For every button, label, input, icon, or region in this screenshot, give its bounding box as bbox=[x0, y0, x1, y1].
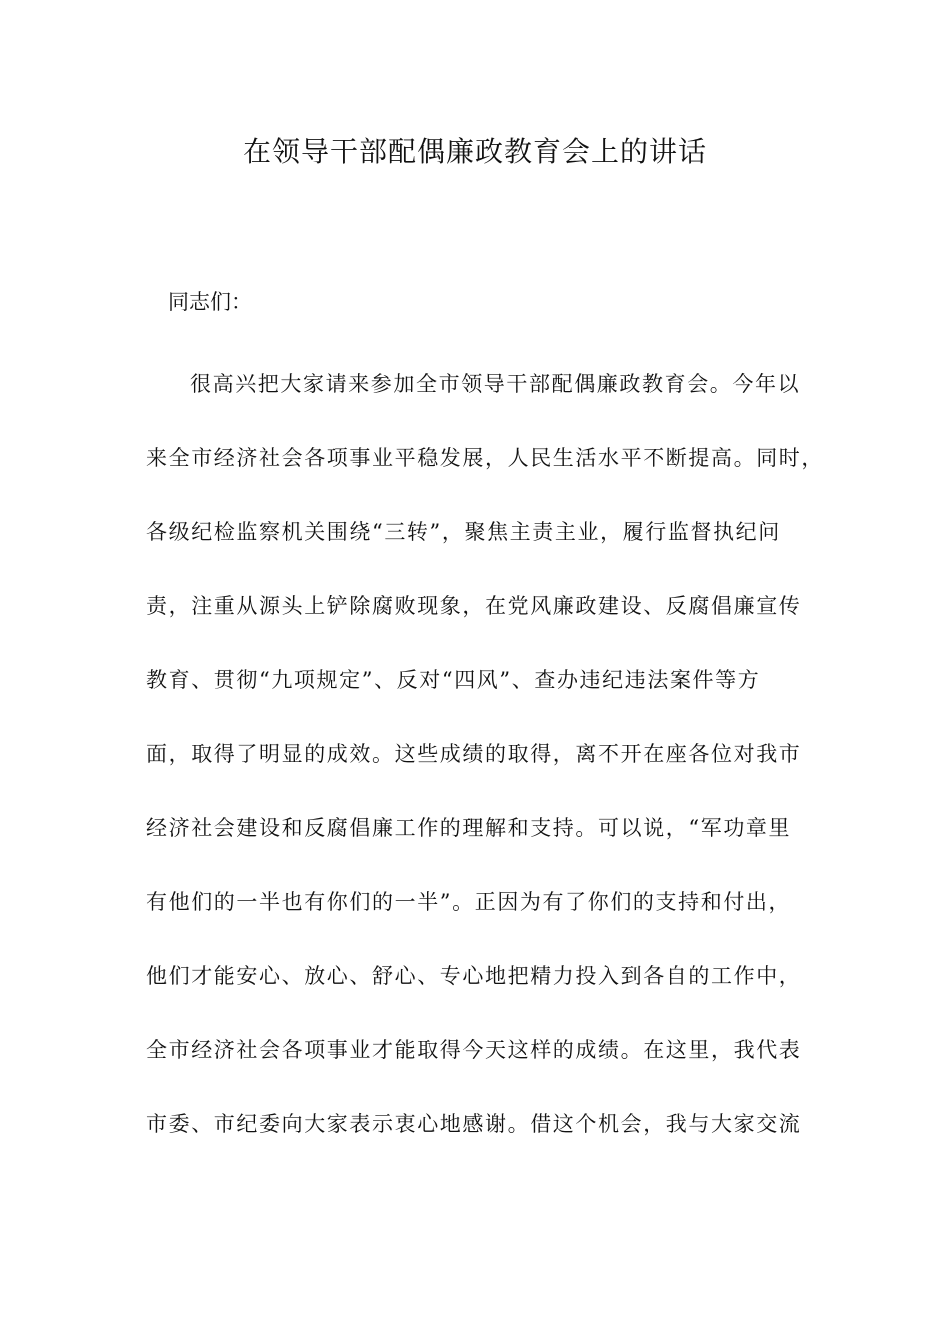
paragraph-line: 面，取得了明显的成效。这些成绩的取得，离不开在座各位对我市 bbox=[146, 742, 802, 766]
document-title: 在领导干部配偶廉政教育会上的讲话 bbox=[242, 135, 707, 168]
paragraph-line: 经济社会建设和反腐倡廉工作的理解和支持。可以说，“军功章里 bbox=[146, 816, 792, 840]
paragraph-line: 有他们的一半也有你们的一半”。正因为有了你们的支持和付出， bbox=[146, 890, 792, 914]
paragraph-line: 很高兴把大家请来参加全市领导干部配偶廉政教育会。今年以 bbox=[190, 372, 801, 396]
paragraph-line: 来全市经济社会各项事业平稳发展，人民生活水平不断提高。同时， bbox=[146, 446, 824, 470]
paragraph-line: 他们才能安心、放心、舒心、专心地把精力投入到各自的工作中， bbox=[146, 964, 802, 988]
paragraph-line: 各级纪检监察机关围绕“三转”，聚焦主责主业，履行监督执纪问 bbox=[146, 520, 781, 544]
body-paragraph bbox=[146, 364, 824, 1178]
paragraph-line: 责，注重从源头上铲除腐败现象，在党风廉政建设、反腐倡廉宣传 bbox=[146, 594, 802, 618]
paragraph-line: 市委、市纪委向大家表示衷心地感谢。借这个机会，我与大家交流 bbox=[146, 1112, 802, 1136]
paragraph-line: 全市经济社会各项事业才能取得今天这样的成绩。在这里，我代表 bbox=[146, 1038, 802, 1062]
paragraph-line: 教育、贯彻“九项规定”、反对“四风”、查办违纪违法案件等方 bbox=[146, 668, 761, 692]
salutation: 同志们： bbox=[168, 290, 252, 314]
